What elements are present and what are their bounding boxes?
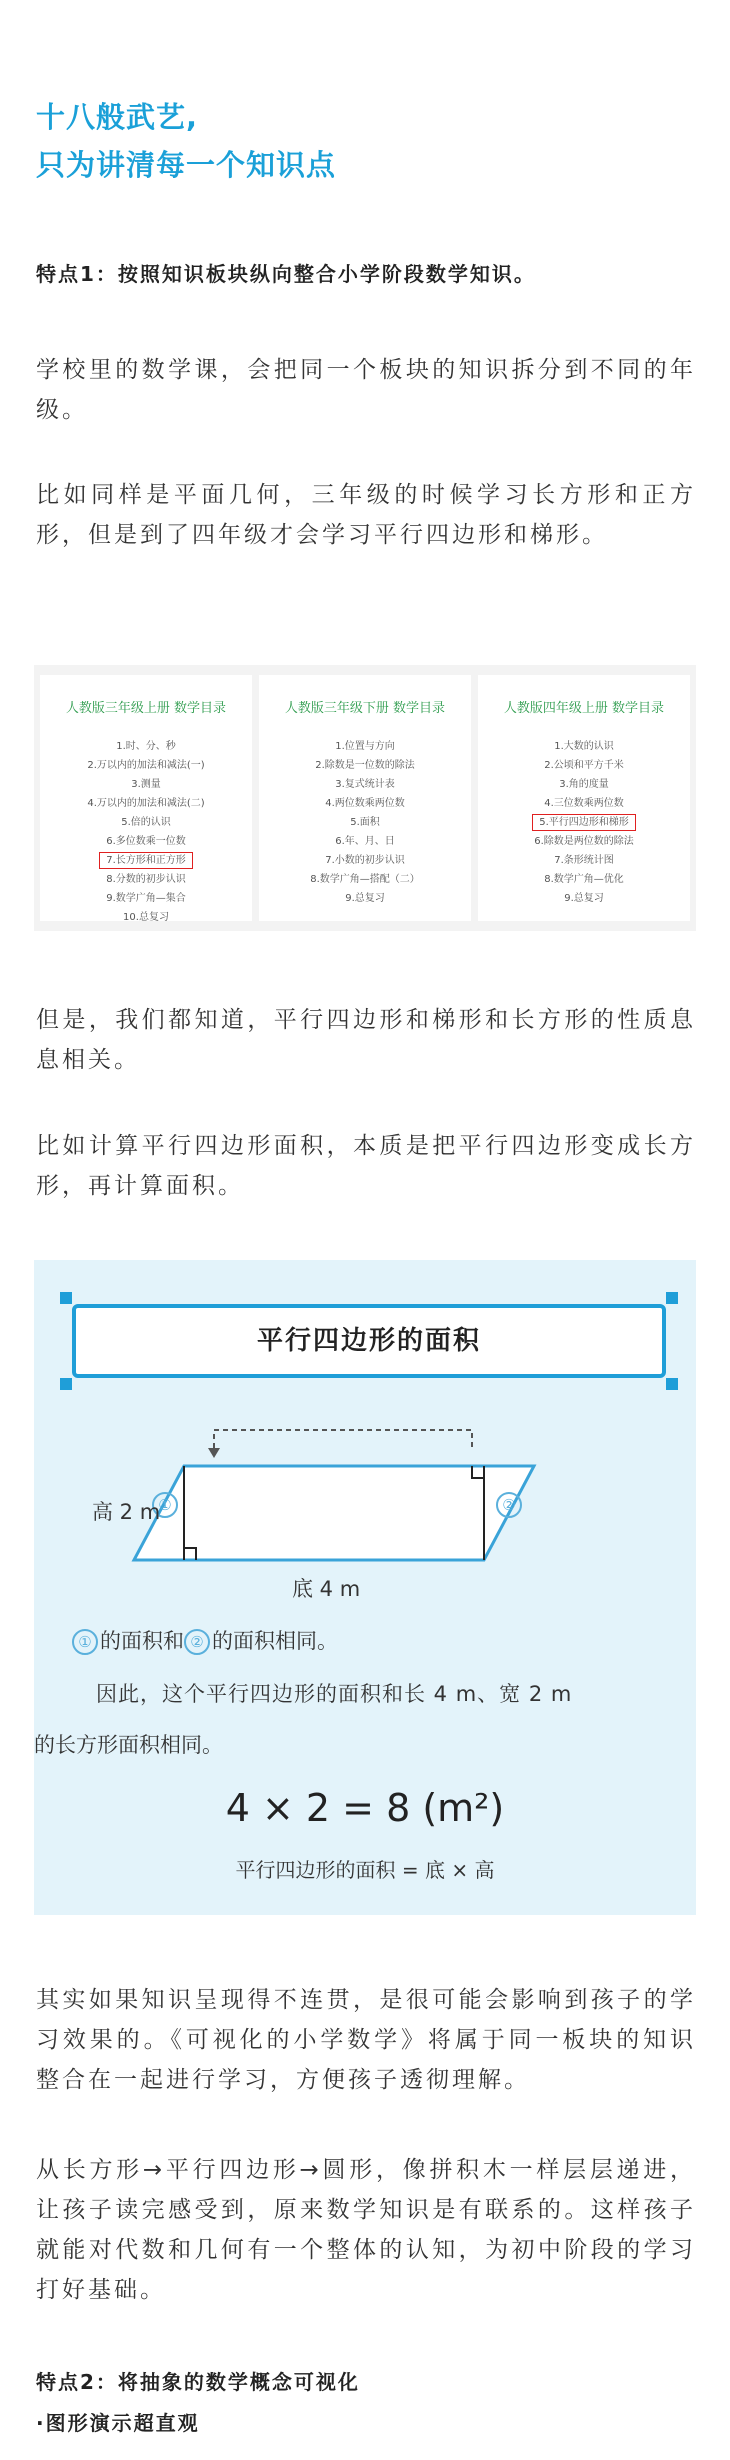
figure-text-1: ① 的面积和 ② 的面积相同。 [72,1625,338,1655]
toc-item: 1.时、分、秒 [116,741,176,752]
toc-item: 8.数学广角—搭配（二） [310,874,420,885]
toc-title: 人教版三年级上册 数学目录 [65,701,227,716]
figure-text-2: 因此，这个平行四边形的面积和长 4 m、宽 2 m [96,1682,573,1706]
toc-column [478,675,690,921]
toc-title: 人教版三年级下册 数学目录 [284,701,446,716]
toc-item: 2.公顷和平方千米 [544,760,624,771]
feature-2-heading: 特点2：将抽象的数学概念可视化 [36,2370,360,2394]
toc-list [259,737,471,908]
toc-item [478,813,690,832]
toc-item: 4.两位数乘两位数 [325,798,405,809]
paragraph-1: 学校里的数学课，会把同一个板块的知识拆分到不同的年级。 [36,357,696,423]
toc-column [40,675,252,921]
toc-item [40,851,252,870]
toc-item: 9.总复习 [345,893,385,904]
toc-item: 7.条形统计图 [554,855,614,866]
area-formula: 4 × 2 = 8 (m²) [225,1786,505,1830]
toc-item: 6.除数是两位数的除法 [534,836,634,847]
base-label: 底 4 m [292,1577,361,1601]
toc-item: 2.万以内的加法和减法(一) [87,760,205,771]
toc-item: 5.倍的认识 [121,817,171,828]
toc-list [40,737,252,927]
marker-2-inline: ② [184,1629,210,1655]
toc-title: 人教版四年级上册 数学目录 [503,701,665,716]
toc-item: 9.总复习 [564,893,604,904]
toc-list [478,737,690,908]
parallelogram-figure [34,1260,696,1915]
toc-item: 7.小数的初步认识 [325,855,405,866]
feature-1-heading: 特点1：按照知识板块纵向整合小学阶段数学知识。 [36,262,536,286]
paragraph-5: 其实如果知识呈现得不连贯，是很可能会影响到孩子的学习效果的。《可视化的小学数学》将属于同一板块的知识整合在一起进行学习，方便孩子透彻理解。 [36,1987,696,2093]
paragraph-2: 比如同样是平面几何，三年级的时候学习长方形和正方形，但是到了四年级才会学习平行四边形和梯形。 [36,482,696,548]
toc-item-highlight: 5.平行四边形和梯形 [532,814,636,831]
marker-2: ② [496,1492,522,1518]
paragraph-4: 比如计算平行四边形面积，本质是把平行四边形变成长方形，再计算面积。 [36,1133,696,1199]
figure-text-3: 的长方形面积相同。 [34,1733,223,1757]
figure-title: 平行四边形的面积 [256,1326,481,1356]
toc-image [34,665,696,931]
toc-item: 1.大数的认识 [554,741,614,752]
toc-item: 6.年、月、日 [335,836,395,847]
toc-item: 3.复式统计表 [335,779,395,790]
title-line-2: 只为讲清每一个知识点 [36,148,337,182]
area-rule: 平行四边形的面积 = 底 × 高 [235,1858,495,1882]
toc-item: 8.数学广角—优化 [544,874,624,885]
title-line-1: 十八般武艺, [36,100,199,134]
toc-item: 9.数学广角—集合 [106,893,186,904]
toc-column [259,675,471,921]
toc-item: 1.位置与方向 [335,741,395,752]
toc-item: 8.分数的初步认识 [106,874,186,885]
paragraph-6: 从长方形→平行四边形→圆形，像拼积木一样层层递进，让孩子读完感受到，原来数学知识是有联系的。这样孩子就能对代数和几何有一个整体的认知，为初中阶段的学习打好基础。 [36,2157,696,2303]
feature-2-subheading: ·图形演示超直观 [36,2411,200,2435]
marker-1-inline: ① [72,1629,98,1655]
toc-item: 4.三位数乘两位数 [544,798,624,809]
toc-item: 4.万以内的加法和减法(二) [87,798,205,809]
toc-item: 2.除数是一位数的除法 [315,760,415,771]
height-label: 高 2 m [92,1500,161,1524]
marker-1: ① [152,1492,178,1518]
paragraph-3: 但是，我们都知道，平行四边形和梯形和长方形的性质息息相关。 [36,1007,696,1073]
toc-item: 3.测量 [131,779,161,790]
toc-item: 10.总复习 [123,912,169,923]
toc-item-highlight: 7.长方形和正方形 [99,852,193,869]
toc-item: 5.面积 [350,817,380,828]
toc-item: 3.角的度量 [559,779,609,790]
toc-item: 6.多位数乘一位数 [106,836,186,847]
figure-banner [72,1304,666,1378]
